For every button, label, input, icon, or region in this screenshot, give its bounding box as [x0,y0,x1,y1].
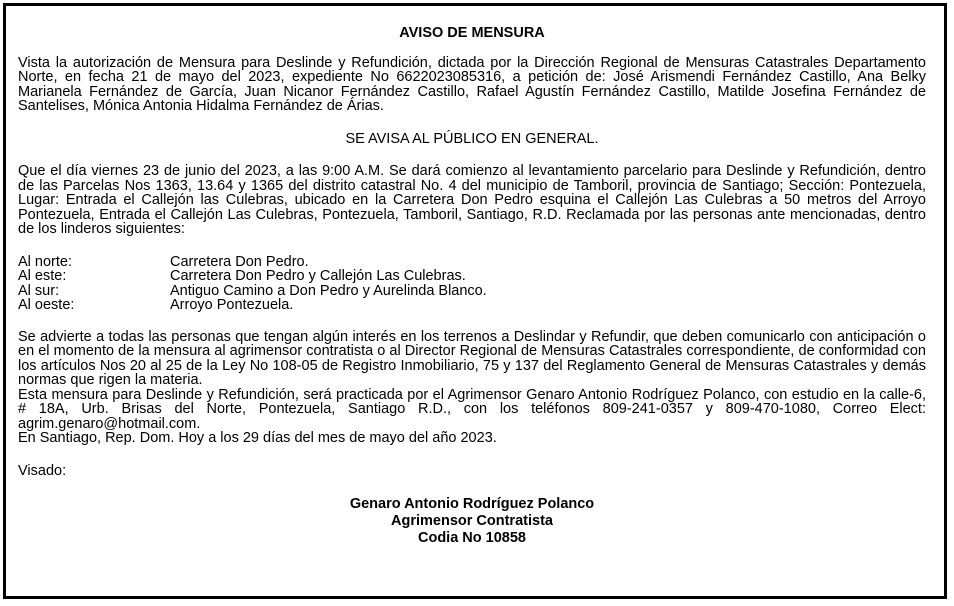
boundary-value: Carretera Don Pedro y Callejón Las Culebras. [170,268,466,284]
boundary-value: Arroyo Pontezuela. [170,297,294,313]
notice-content [18,26,926,547]
visado-label: Visado: [18,462,67,479]
boundary-label: Al norte: [18,253,72,270]
boundary-row-east [18,269,926,284]
details-paragraph: Que el día viernes 23 de junio del 2023, a las 9:00 A.M. Se dará comienzo al levantamiento parcelario para Deslinde y Refundición, dentro de las Parcelas Nos 1363, 13.64 y 1365 del distrito catastral No. 4 del municipio de Tamboril, provincia de Santiago; Sección: Pontezuela, Lugar: Entrada el Callejón las Culebras, ubicado en la Carretera Don Pedro esquina el Callejón Las Culebras a 50 metros del Arroyo Pontezuela, Entrada el Callejón Las Culebras, Pontezuela, Tamboril, Santiago, R.D. Reclamada por las personas ante mencionadas, dentro de los linderos siguientes: [18,163,926,237]
warning-paragraph: Se advierte a todas las personas que tengan algún interés en los terrenos a Deslindar y Refundir, que deben comunicarlo con anticipación o en el momento de la mensura al agrimensor contratista o al Director Regional de Mensuras Catastrales correspondiente, de conformidad con los artículos Nos 20 al 25 de la Ley No 108-05 de Registro Inmobiliario, 75 y 137 del Reglamento General de Mensuras Catastrales y demás normas que rigen la materia. [18,328,926,388]
intro-paragraph: Vista la autorización de Mensura para Deslinde y Refundición, dictada por la Dirección Regional de Mensuras Catastrales Departamento Norte, en fecha 21 de mayo del 2023, expediente No 6622023085316, a petición de: José Arismendi Fernández Castillo, Ana Belky Marianela Fernández de García, Juan Nicanor Fernández Castillo, Rafael Agustín Fernández Castillo, Matilde Josefina Fernández de Santelises, Mónica Antonia Hidalma Fernández de Árias. [18,54,926,114]
boundary-value: Carretera Don Pedro. [170,253,309,270]
boundary-row-north [18,255,926,270]
boundary-label: Al sur: [18,282,60,299]
boundary-row-south [18,284,926,299]
signature-role: Agrimensor Contratista [391,513,553,529]
boundary-label: Al este: [18,268,67,284]
boundary-label: Al oeste: [18,297,75,313]
boundaries-list [18,255,926,313]
public-notice: SE AVISA AL PÚBLICO EN GENERAL. [345,130,599,147]
practice-paragraph: Esta mensura para Deslinde y Refundición, será practicada por el Agrimensor Genaro Antonio Rodríguez Polanco, con estudio en la calle-6, # 18A, Urb. Brisas del Norte, Pontezuela, Santiago R.D., con los teléfonos 809-241-0357 y 809-470-1080, Correo Elect: agrim.genaro@hotmail.com. [18,386,926,432]
place-date: En Santiago, Rep. Dom. Hoy a los 29 días del mes de mayo del año 2023. [18,430,497,446]
boundary-value: Antiguo Camino a Don Pedro y Aurelinda Blanco. [170,282,487,299]
boundary-row-west [18,298,926,313]
notice-title: AVISO DE MENSURA [399,25,545,41]
signature-codia: Codia No 10858 [418,530,526,546]
signature-name: Genaro Antonio Rodríguez Polanco [349,496,595,512]
